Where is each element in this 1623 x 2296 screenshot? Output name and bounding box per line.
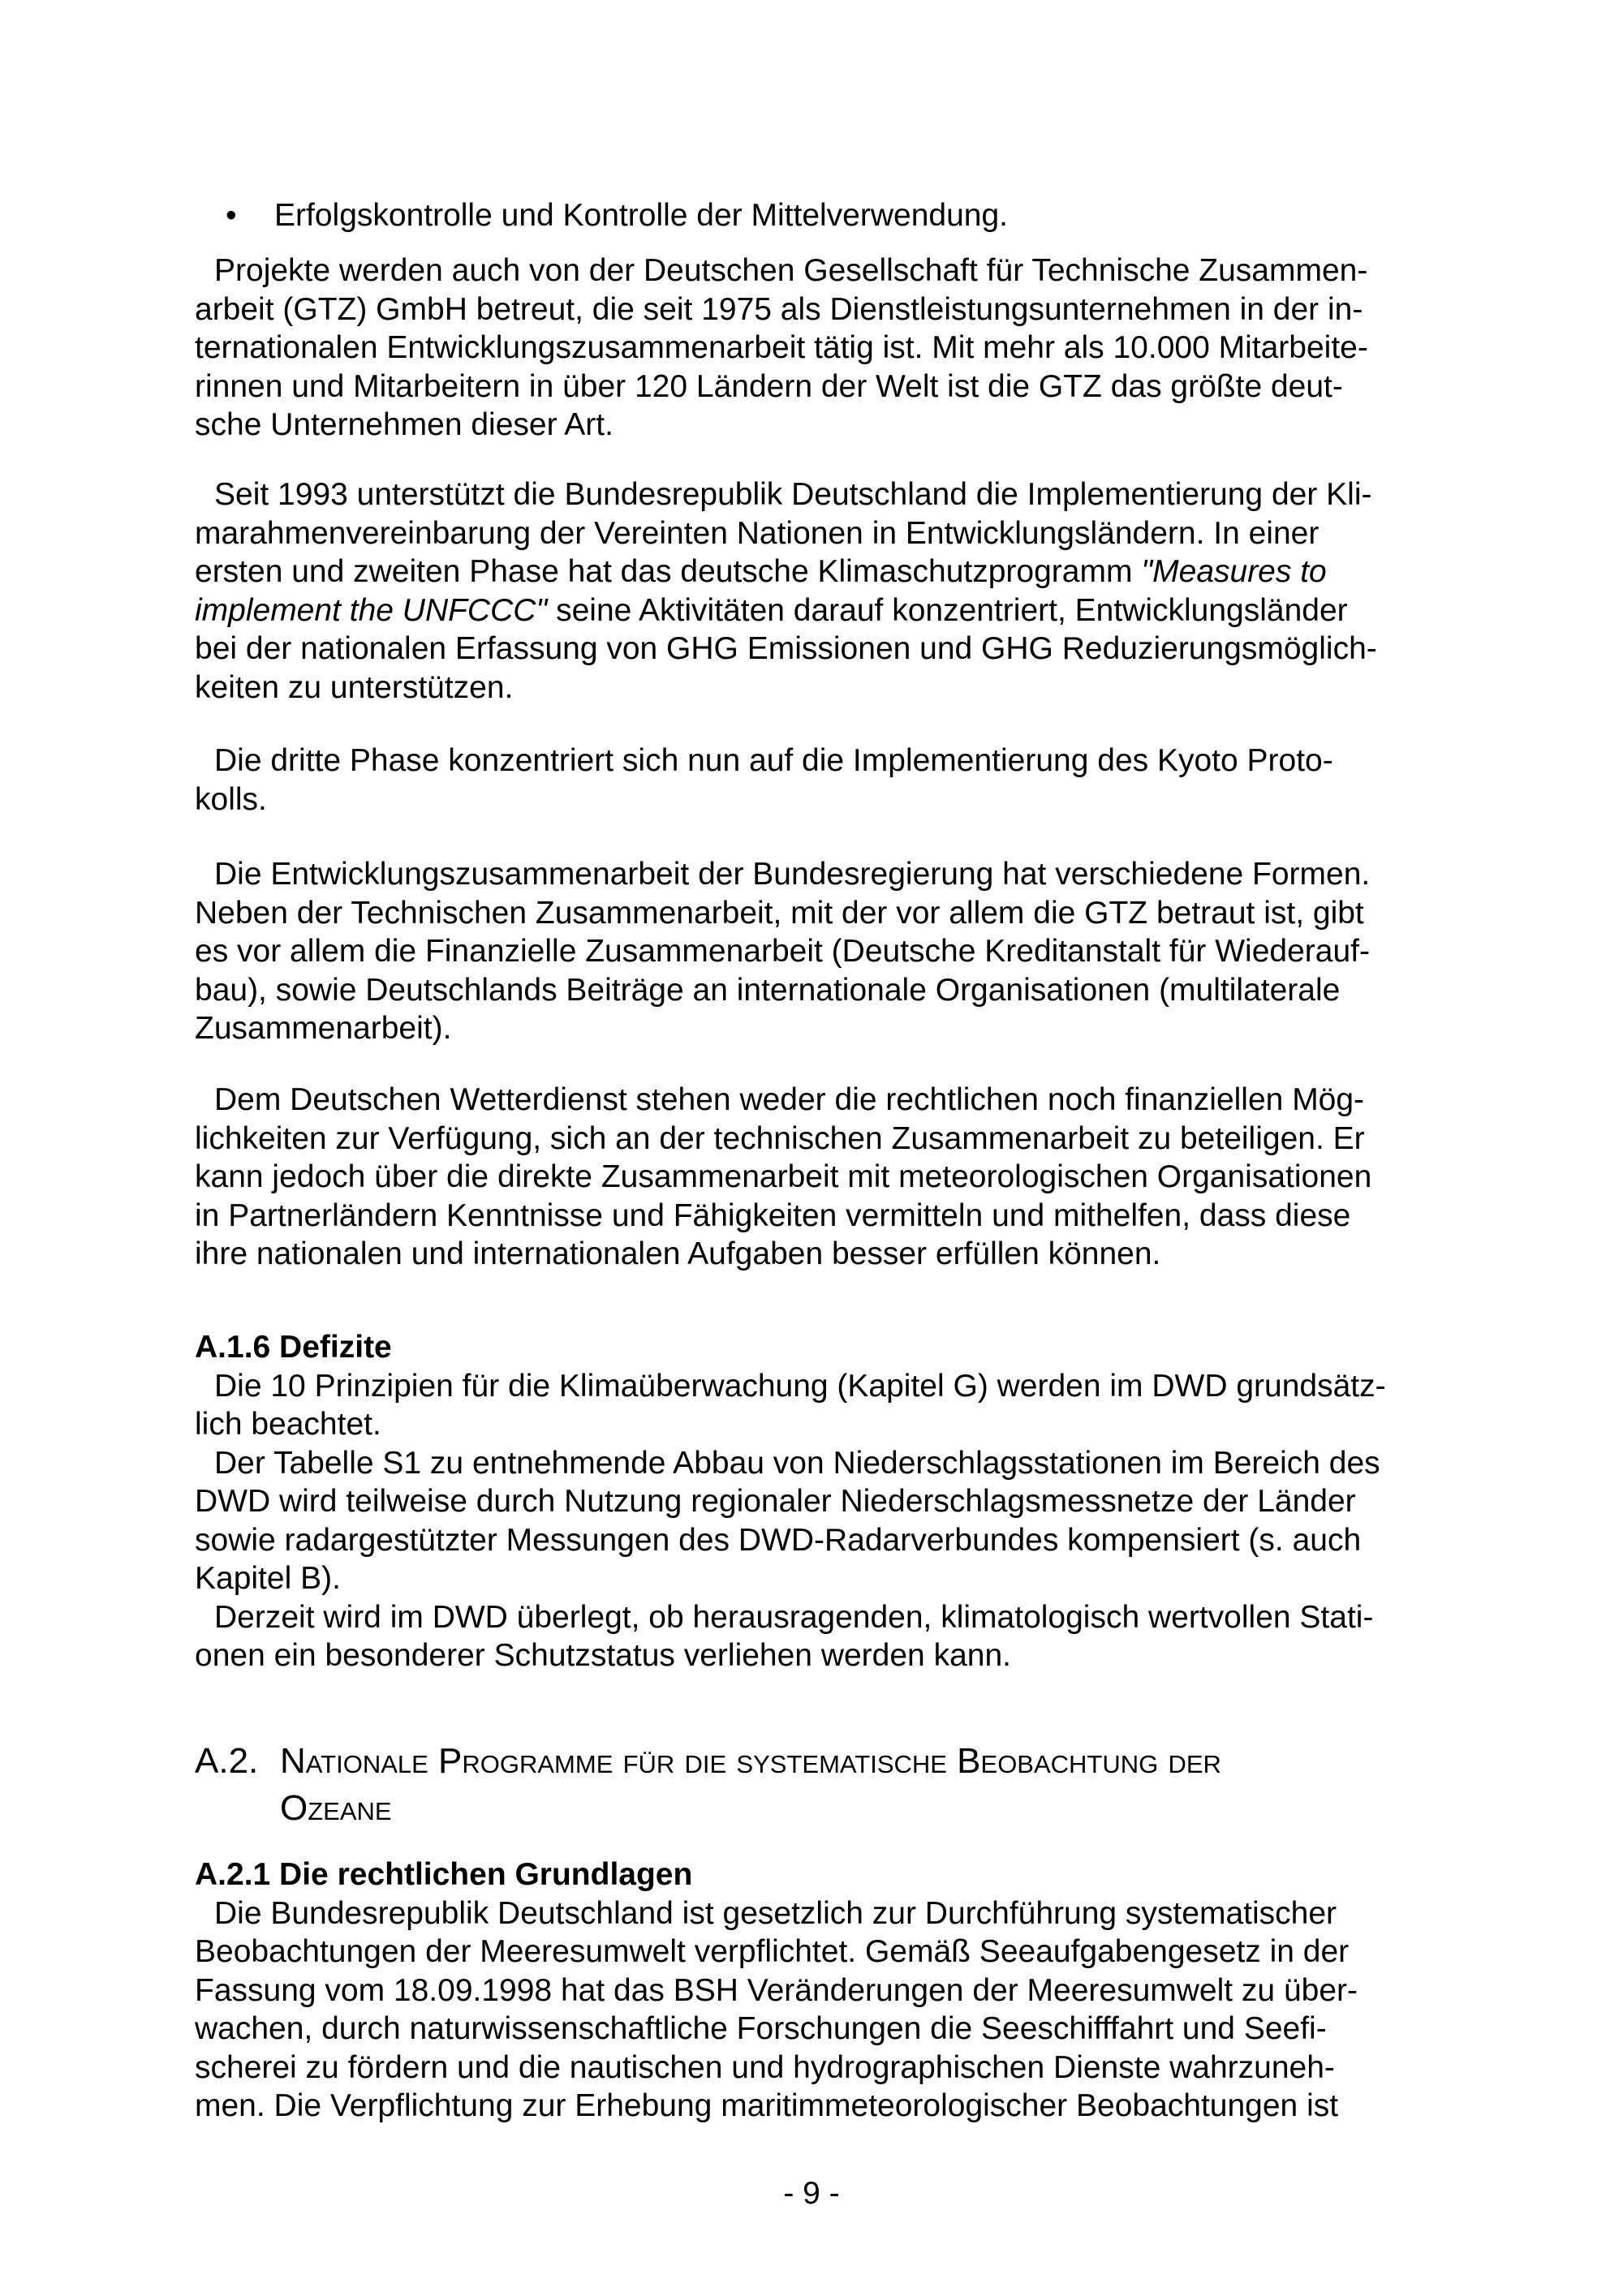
text-line: Projekte werden auch von der Deutschen Gesellschaft für Technische Zusammen- [214,253,1368,288]
text-line: Fassung vom 18.09.1998 hat das BSH Veränderungen der Meeresumwelt zu über- [195,1972,1358,2008]
text-line: Die 10 Prinzipien für die Klimaüberwachung (Kapitel G) werden im DWD grundsätz- [214,1368,1386,1404]
text-run: seine Aktivitäten darauf konzentriert, Entwicklungsländer [547,592,1348,628]
text-line: Die Entwicklungszusammenarbeit der Bundesregierung hat verschiedene Formen. [214,857,1371,892]
text-line: sowie radargestützter Messungen des DWD-Radarverbundes kompensiert (s. auch [195,1522,1362,1558]
chapter-heading [195,1738,1221,1832]
text-line: wachen, durch naturwissenschaftliche Forschungen die Seeschifffahrt und Seefi- [195,2011,1327,2046]
programme-title: "Measures to [1141,554,1327,589]
paragraph-gtz [195,252,1444,445]
section-heading: A.2.1 Die rechtlichen Grundlagen [195,1857,693,1892]
text-line: sche Unternehmen dieser Art. [195,407,613,442]
text-line: Beobachtungen der Meeresumwelt verpflichtet. Gemäß Seeaufgabengesetz in der [195,1934,1350,1969]
text-line: Der Tabelle S1 zu entnehmende Abbau von Niederschlagsstationen im Bereich des [214,1445,1380,1481]
section-a21 [195,1855,1444,2126]
text-line [195,553,1444,591]
text-line: men. Die Verpflichtung zur Erhebung maritimmeteorologischer Beobachtungen ist [195,2088,1339,2123]
text-line: ternationalen Entwicklungszusammenarbeit tätig ist. Mit mehr als 10.000 Mitarbeite- [195,330,1368,365]
bullet-icon: • [226,198,237,233]
text-line: Seit 1993 unterstützt die Bundesrepublik Deutschland die Implementierung der Kli- [214,477,1372,512]
text-line: in Partnerländern Kenntnisse und Fähigkeiten vermitteln und mithelfen, dass diese [195,1197,1351,1233]
chapter-title: Nationale Programme für die systematische Beobachtung der [280,1741,1221,1781]
text-run: ersten und zweiten Phase hat das deutsche Klimaschutzprogramm [195,554,1142,589]
text-line: lich beachtet. [195,1407,381,1442]
text-line: Kapitel B). [195,1561,341,1596]
text-line: arbeit (GTZ) GmbH betreut, die seit 1975 als Dienstleistungsunternehmen in der in- [195,291,1363,327]
text-line: bei der nationalen Erfassung von GHG Emissionen und GHG Reduzierungsmöglich- [195,631,1377,666]
text-line: Die dritte Phase konzentriert sich nun auf die Implementierung des Kyoto Proto- [214,743,1333,778]
text-line: kolls. [195,781,267,817]
text-line: marahmenvereinbarung der Vereinten Nationen in Entwicklungsländern. In einer [195,515,1319,551]
text-line: keiten zu unterstützen. [195,669,514,705]
section-heading: A.1.6 Defizite [195,1330,392,1365]
text-line: Derzeit wird im DWD überlegt, ob herausragenden, klimatologisch wertvollen Stati- [214,1599,1374,1635]
text-line: lichkeiten zur Verfügung, sich an der technischen Zusammenarbeit zu beteiligen. Er [195,1120,1365,1156]
text-line: Die Bundesrepublik Deutschland ist gesetzlich zur Durchführung systematischer [214,1895,1337,1931]
section-a16 [195,1328,1444,1675]
paragraph-forms [195,855,1444,1048]
text-line: Neben der Technischen Zusammenarbeit, mit der vor allem die GTZ betraut ist, gibt [195,895,1364,931]
text-line: DWD wird teilweise durch Nutzung regionaler Niederschlagsmessnetze der Länder [195,1484,1356,1519]
text-line [195,591,1444,630]
chapter-heading-line [195,1738,1221,1785]
text-line: Zusammenarbeit). [195,1011,452,1046]
text-line: kann jedoch über die direkte Zusammenarbeit mit meteorologischen Organisationen [195,1159,1372,1194]
bullet-item: Erfolgskontrolle und Kontrolle der Mittelverwendung. [274,198,1008,233]
chapter-title-continuation: Ozeane [280,1788,392,1828]
paragraph-dwd [195,1081,1444,1274]
text-line: scherei zu fördern und die nautischen und hydrographischen Dienste wahrzuneh- [195,2049,1335,2085]
text-line: rinnen und Mitarbeitern in über 120 Ländern der Welt ist die GTZ das größte deut- [195,368,1343,404]
text-line: es vor allem die Finanzielle Zusammenarbeit (Deutsche Kreditanstalt für Wiederauf- [195,934,1370,969]
page-number: - 9 - [783,2176,840,2211]
paragraph-kyoto [195,742,1444,819]
programme-title: implement the UNFCCC" [195,592,548,628]
text-line: ihre nationalen und internationalen Aufgaben besser erfüllen können. [195,1236,1161,1271]
chapter-number: A.2. [195,1741,259,1781]
text-line: bau), sowie Deutschlands Beiträge an internationale Organisationen (multilaterale [195,972,1341,1008]
text-line: Dem Deutschen Wetterdienst stehen weder die rechtlichen noch finanziellen Mög- [214,1082,1365,1117]
text-line: onen ein besonderer Schutzstatus verliehen werden kann. [195,1638,1011,1673]
paragraph-unfccc [195,475,1444,707]
